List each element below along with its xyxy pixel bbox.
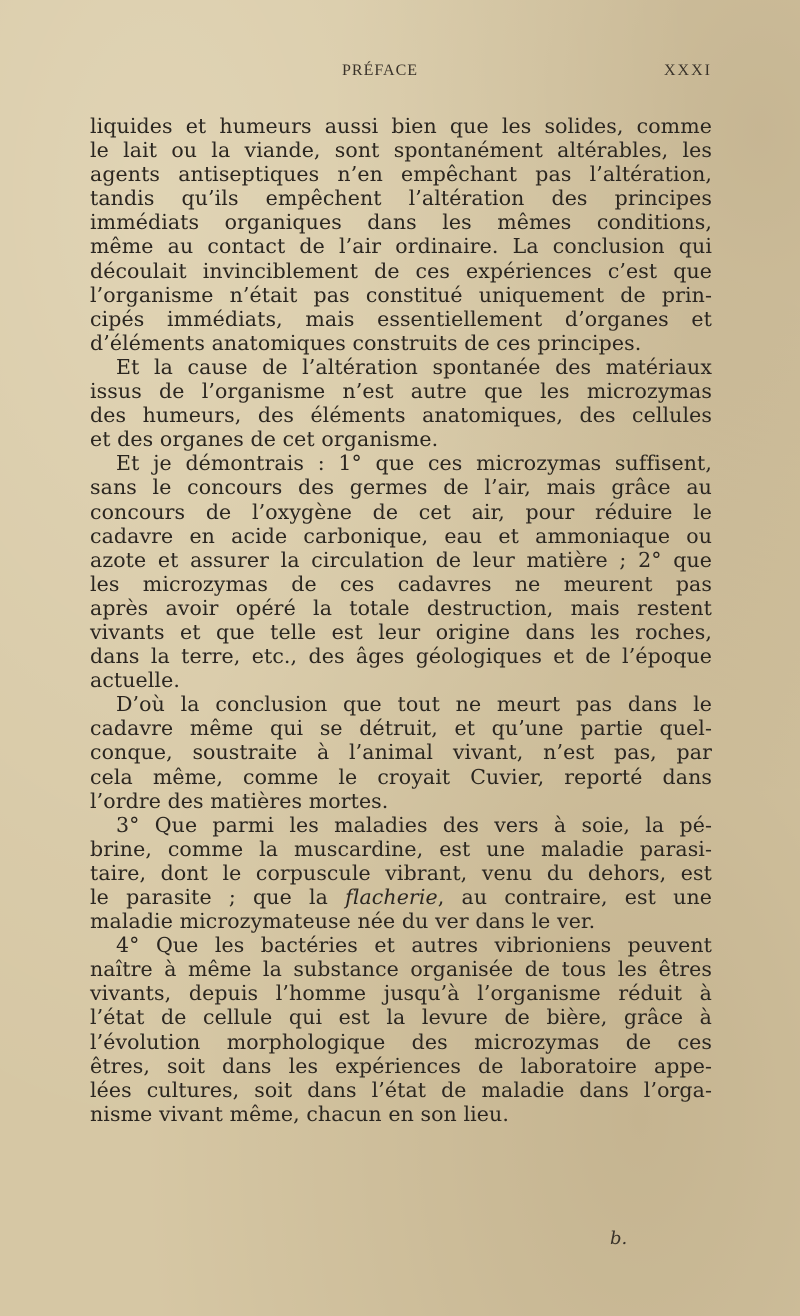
text-line: issus de l’organisme n’est autre que les microzymas <box>90 379 712 404</box>
paragraph-start-line: Et la cause de l’altération spontanée des matériaux <box>116 354 712 379</box>
text-line: cadavre en acide carbonique, eau et ammoniaque ou <box>90 523 712 548</box>
text-line: découlait invinciblement de ces expériences c’est que <box>90 258 712 283</box>
text-line: même au contact de l’air ordinaire. La conclusion qui <box>90 234 712 259</box>
text-line: l’ordre des matières mortes. <box>90 788 389 813</box>
text-line: actuelle. <box>90 668 180 693</box>
paragraph-start-line: D’où la conclusion que tout ne meurt pas dans le <box>116 692 712 717</box>
paragraph-start-line: Et je démontrais : 1° que ces microzymas suffisent, <box>116 451 712 476</box>
text-line: d’éléments anatomiques construits de ces principes. <box>90 330 642 355</box>
text-line: dans la terre, etc., des âges géologiques et de l’époque <box>90 644 712 669</box>
running-head <box>90 62 712 86</box>
text-line: cipés immédiats, mais essentiellement d’organes et <box>90 306 712 331</box>
text-line: vivants et que telle est leur origine dans les roches, <box>90 619 712 644</box>
text-line: maladie microzymateuse née du ver dans le ver. <box>90 909 596 934</box>
text-line: nisme vivant même, chacun en son lieu. <box>90 1101 509 1126</box>
paragraph-start-line: 4° Que les bactéries et autres vibrioniens peuvent <box>116 933 712 958</box>
text-line: brine, comme la muscardine, est une maladie parasi- <box>90 836 712 861</box>
text-line: concours de l’oxygène de cet air, pour réduire le <box>90 499 712 524</box>
text-line: liquides et humeurs aussi bien que les solides, comme <box>90 114 712 138</box>
running-head-title: PRÉFACE <box>342 62 419 79</box>
text-line: agents antiseptiques n’en empêchant pas l’altération, <box>90 162 712 187</box>
italic-word: flacherie <box>345 885 438 909</box>
text-line: sans le concours des germes de l’air, mais grâce au <box>90 475 712 500</box>
text-line: êtres, soit dans les expériences de laboratoire appe- <box>90 1053 712 1078</box>
text-line: immédiats organiques dans les mêmes conditions, <box>90 210 712 235</box>
text-line: vivants, depuis l’homme jusqu’à l’organisme réduit à <box>90 981 712 1006</box>
text-line: naître à même la substance organisée de tous les êtres <box>90 957 712 982</box>
signature-mark: b. <box>610 1228 628 1249</box>
text-line: et des organes de cet organisme. <box>90 427 439 452</box>
body-text <box>90 114 712 1126</box>
text-line: azote et assurer la circulation de leur matière ; 2° que <box>90 547 712 572</box>
text-line: cela même, comme le croyait Cuvier, reporté dans <box>90 764 712 789</box>
text-line: le parasite ; que la flacherie, au contraire, est une <box>90 885 712 909</box>
text-line: des humeurs, des éléments anatomiques, des cellules <box>90 403 712 428</box>
text-line: lées cultures, soit dans l’état de maladie dans l’orga- <box>90 1077 712 1102</box>
text-line: taire, dont le corpuscule vibrant, venu du dehors, est <box>90 860 712 885</box>
text-line: l’état de cellule qui est la levure de bière, grâce à <box>90 1005 712 1030</box>
text-line: conque, soustraite à l’animal vivant, n’est pas, par <box>90 740 712 765</box>
text-line: les microzymas de ces cadavres ne meurent pas <box>90 571 712 596</box>
text-line: cadavre même qui se détruit, et qu’une partie quel- <box>90 716 712 741</box>
page-number: XXXI <box>664 62 712 79</box>
paragraph-start-line: 3° Que parmi les maladies des vers à soie, la pé- <box>116 812 712 837</box>
text-line: tandis qu’ils empêchent l’altération des principes <box>90 186 712 211</box>
text-line: l’organisme n’était pas constitué uniquement de prin- <box>90 282 712 307</box>
text-line: l’évolution morphologique des microzymas de ces <box>90 1029 712 1054</box>
text-line: le lait ou la viande, sont spontanément altérables, les <box>90 138 712 163</box>
text-line: après avoir opéré la totale destruction, mais restent <box>90 595 712 620</box>
